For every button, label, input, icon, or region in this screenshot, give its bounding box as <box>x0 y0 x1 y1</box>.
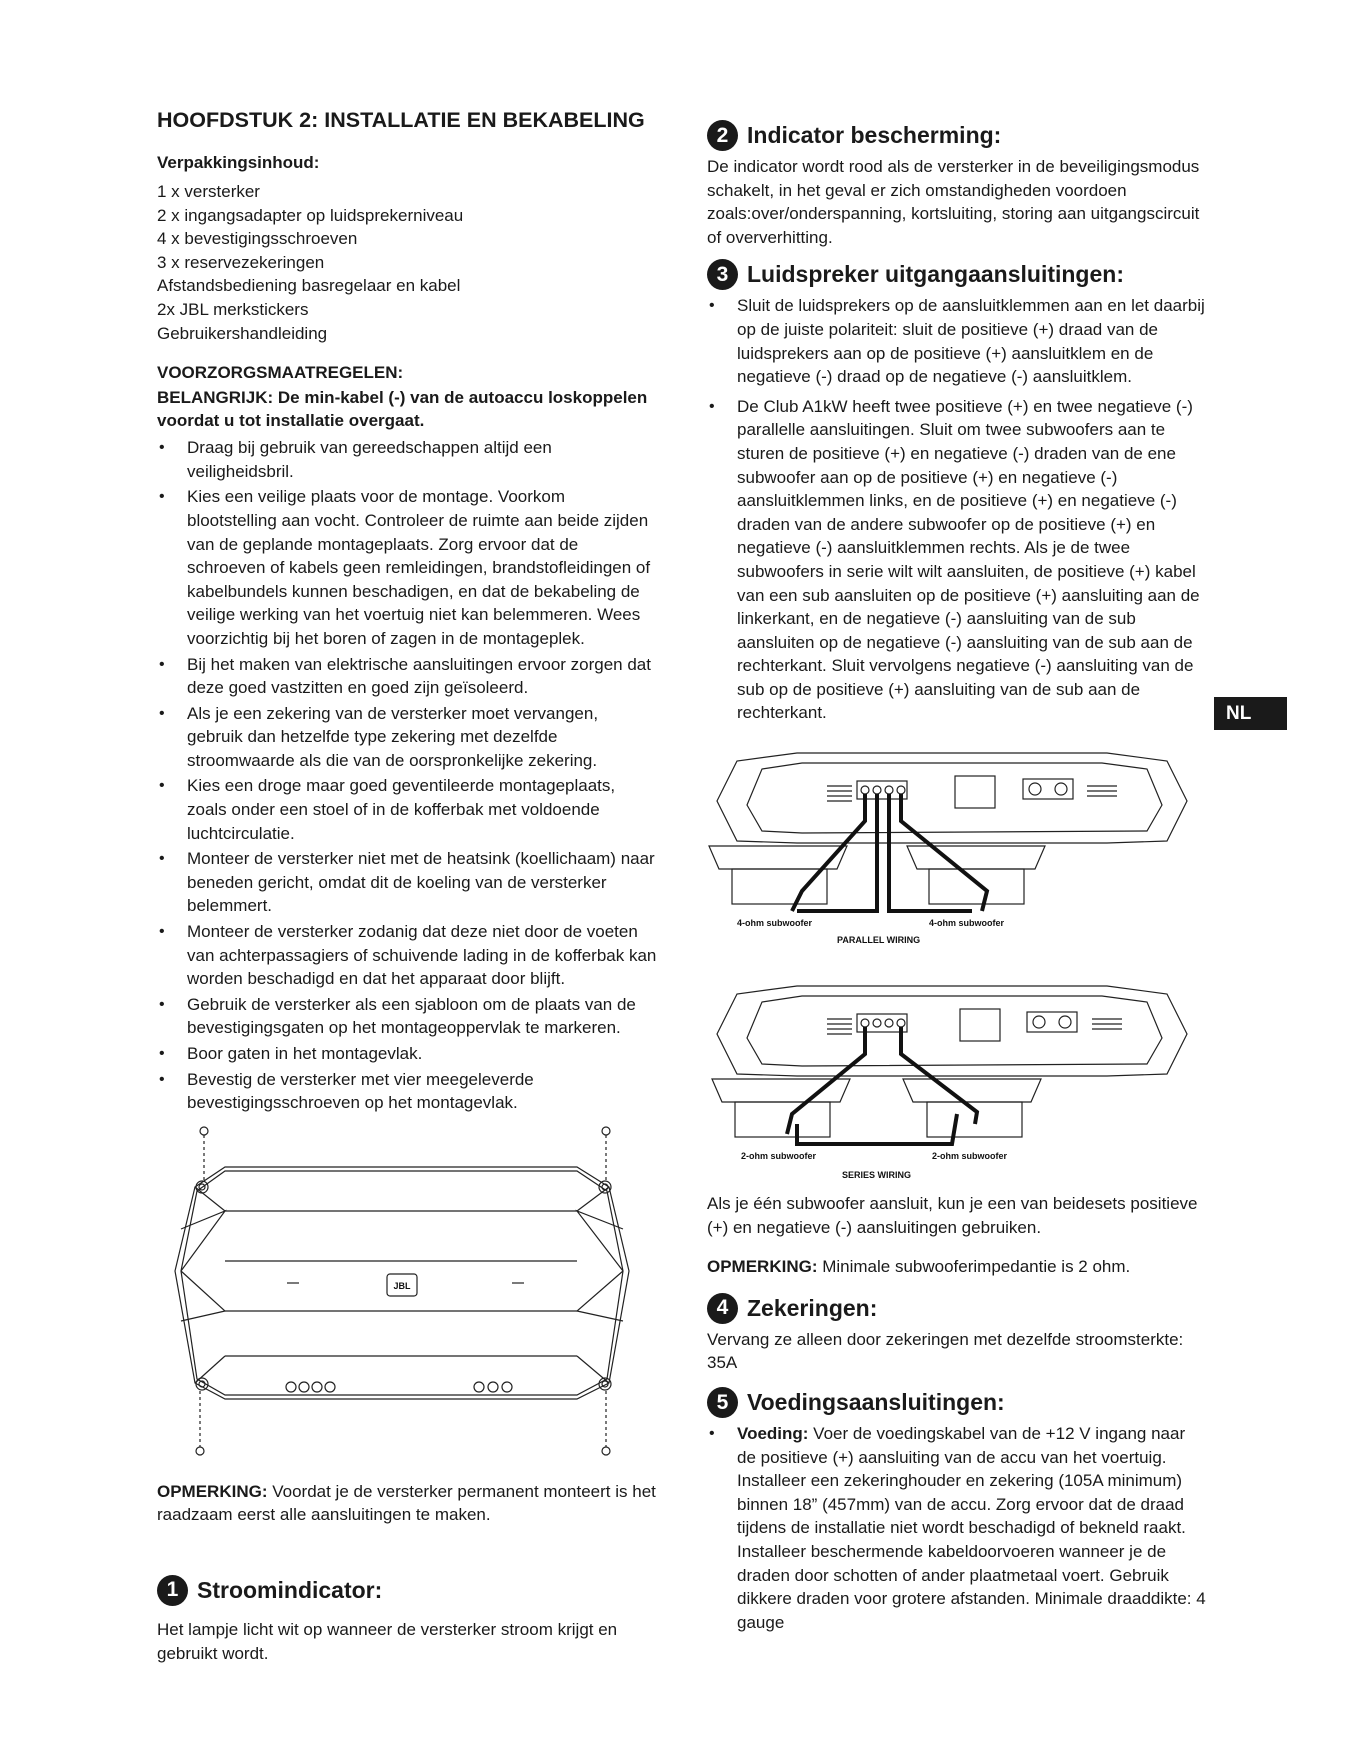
mount-note <box>157 1480 657 1527</box>
precautions-list <box>157 436 657 1115</box>
wiring-caption: PARALLEL WIRING <box>837 935 921 946</box>
left-column <box>157 108 657 1665</box>
impedance-note <box>707 1255 1207 1279</box>
section-2-heading <box>707 120 1207 151</box>
important-notice: BELANGRIJK: De min-kabel (-) van de autoaccu loskoppelen voordat u tot installatie overgaat. <box>157 388 648 431</box>
list-item: Gebruikershandleiding <box>157 323 328 343</box>
list-item: • Boor gaten in het montagevlak. <box>157 1042 657 1066</box>
section-title: Voedingsaansluitingen: <box>747 1389 1005 1416</box>
number-badge: 2 <box>707 120 738 151</box>
right-column <box>707 120 1207 1636</box>
section-3-list <box>707 294 1207 725</box>
note-text: Voordat je de versterker permanent monteert is het raadzaam eerst alle aansluitingen te maken. <box>157 1481 656 1525</box>
list-item: • Gebruik de versterker als een sjabloon om de plaats van de bevestigingsgaten op het montageoppervlak te markeren. <box>157 993 657 1040</box>
contents-heading: Verpakkingsinhoud: <box>157 153 320 172</box>
amplifier-mounting-illustration <box>157 1121 637 1466</box>
number-badge: 1 <box>157 1575 188 1606</box>
screw-icon <box>200 1127 208 1183</box>
section-5-list <box>707 1422 1207 1634</box>
jbl-logo: JBL <box>393 1280 411 1291</box>
section-title: Zekeringen: <box>747 1294 878 1321</box>
series-wiring-diagram <box>707 984 1207 1184</box>
list-item: • Bevestig de versterker met vier meegeleverde bevestigingsschroeven op het montagevlak. <box>157 1068 657 1115</box>
section-4-heading <box>707 1293 1207 1324</box>
screw-icon <box>196 1391 204 1455</box>
list-item: 2x JBL merkstickers <box>157 299 309 319</box>
subwoofer-label: 2-ohm subwoofer <box>741 1151 817 1162</box>
section-1-text: Het lampje licht wit op wanneer de versterker stroom krijgt en gebruikt wordt. <box>157 1619 618 1663</box>
section-title: Stroomindicator: <box>197 1576 383 1603</box>
list-item <box>707 1422 1207 1634</box>
number-badge: 3 <box>707 259 738 290</box>
note-label: OPMERKING: <box>157 1481 268 1501</box>
wiring-caption: SERIES WIRING <box>842 1170 912 1181</box>
note-text: Minimale subwooferimpedantie is 2 ohm. <box>817 1257 1131 1277</box>
parallel-wiring-diagram <box>707 751 1207 966</box>
list-item: Afstandsbediening basregelaar en kabel <box>157 276 461 296</box>
section-title: Luidspreker uitgangaansluitingen: <box>747 261 1124 288</box>
bullet-text: Voer de voedingskabel van de +12 V ingang naar de positieve (+) aansluiting van de accu van het voertuig. Installeer een zekeringhouder en zekering (105A minimum) binnen 18” (457mm) van de accu. Zorg ervoor dat de draad tijdens de installatie niet wordt beschadigd of bekneld raakt. Installeer beschermende kabeldoorvoeren wanneer je de draden door schotten of ander plaatmetaal voert. Gebruik dikkere draden voor grotere afstanden. Minimale draaddikte: 4 gauge <box>737 1424 1206 1632</box>
subwoofer-label: 4-ohm subwoofer <box>737 918 813 929</box>
section-2-text: De indicator wordt rood als de versterker in de beveiligingsmodus schakelt, in het geval er zich omstandigheden voordoen zoals:over/onderspanning, kortsluiting, storing aan uitgangscircuit of oververhitting. <box>707 157 1200 247</box>
number-badge: 4 <box>707 1293 738 1324</box>
single-sub-text: Als je één subwoofer aansluit, kun je een van beidesets positieve (+) en negatieve (-) aansluitingen gebruiken. <box>707 1194 1198 1237</box>
section-4-text: Vervang ze alleen door zekeringen met dezelfde stroomsterkte: 35A <box>707 1329 1184 1373</box>
list-item: 3 x reservezekeringen <box>157 252 325 272</box>
list-item: • Draag bij gebruik van gereedschappen altijd een veiligheidsbril. <box>157 436 657 483</box>
list-item: 2 x ingangsadapter op luidsprekerniveau <box>157 205 464 225</box>
subwoofer-label: 2-ohm subwoofer <box>932 1151 1008 1162</box>
note-label: OPMERKING: <box>707 1257 818 1277</box>
list-item: • Kies een droge maar goed geventileerde montageplaats, zoals onder een stoel of in de kofferbak met voldoende luchtcirculatie. <box>157 774 657 845</box>
section-1-heading <box>157 1575 657 1606</box>
list-item: • Sluit de luidsprekers op de aansluitklemmen aan en let daarbij op de juiste polariteit: sluit de positieve (+) draad van de luidsprekers aan op de positieve (+) aansluitklem en de negatieve (-) draad op de negatieve (-) aansluitklem. <box>707 294 1207 388</box>
language-tab: NL <box>1214 697 1287 730</box>
section-title: Indicator bescherming: <box>747 122 1002 148</box>
list-item: • Monteer de versterker zodanig dat deze niet door de voeten van achterpassagiers of schuivende lading in de kofferbak kan worden beschadigd en dat het apparaat door blijft. <box>157 920 657 991</box>
section-3-heading <box>707 259 1207 290</box>
subwoofer-label: 4-ohm subwoofer <box>929 918 1005 929</box>
section-5-heading <box>707 1387 1207 1418</box>
screw-icon <box>602 1127 610 1183</box>
list-item: • De Club A1kW heeft twee positieve (+) en twee negatieve (-) parallelle aansluitingen. Sluit om twee subwoofers aan te sturen de positieve (+) en negatieve (-) draden van de ene subwoofer aan op de positieve (+) en negatieve (-) aansluitklemmen links, en de positieve (+) en negatieve (-) draden van de andere subwoofer op de positieve (+) en negatieve (-) aansluitklemmen rechts. Als je de twee subwoofers in serie wilt wilt aansluiten, de positieve (+) kabel van een sub aansluiten op de positieve (+) aansluiting aan de linkerkant, en de negatieve (-) aansluiting van de sub aansluiten op de negatieve (-) aansluiting van de sub aan de rechterkant. Sluit vervolgens negatieve (-) aansluiting van de sub op de positieve (+) aansluiting van de sub aan de rechterkant. <box>707 395 1207 725</box>
precautions-heading: VOORZORGSMAATREGELEN: <box>157 363 404 383</box>
number-badge: 5 <box>707 1387 738 1418</box>
list-item: • Kies een veilige plaats voor de montage. Voorkom blootstelling aan vocht. Controleer de ruimte aan beide zijden van de geplande montageplaats. Zorg ervoor dat de schroeven of kabels geen remleidingen, brandstofleidingen of kabelbundels kunnen beschadigen, en dat de bekabeling de veilige werking van het voertuig niet kan belemmeren. Wees voorzichtig bij het boren of zagen in de montageplek. <box>157 485 657 650</box>
list-item: • Bij het maken van elektrische aansluitingen ervoor zorgen dat deze goed vastzitten en goed zijn geïsoleerd. <box>157 653 657 700</box>
chapter-title: HOOFDSTUK 2: INSTALLATIE EN BEKABELING <box>157 108 645 132</box>
screw-icon <box>602 1391 610 1455</box>
list-item: • Als je een zekering van de versterker moet vervangen, gebruik dan hetzelfde type zekering met dezelfde stroomwaarde als die van de oorspronkelijke zekering. <box>157 702 657 773</box>
list-item: • Monteer de versterker niet met de heatsink (koellichaam) naar beneden gericht, omdat dit de koeling van de versterker belemmert. <box>157 847 657 918</box>
list-item: 1 x versterker <box>157 182 260 201</box>
bullet-label: Voeding: <box>737 1424 809 1444</box>
contents-list <box>157 180 657 345</box>
list-item: 4 x bevestigingsschroeven <box>157 229 358 249</box>
